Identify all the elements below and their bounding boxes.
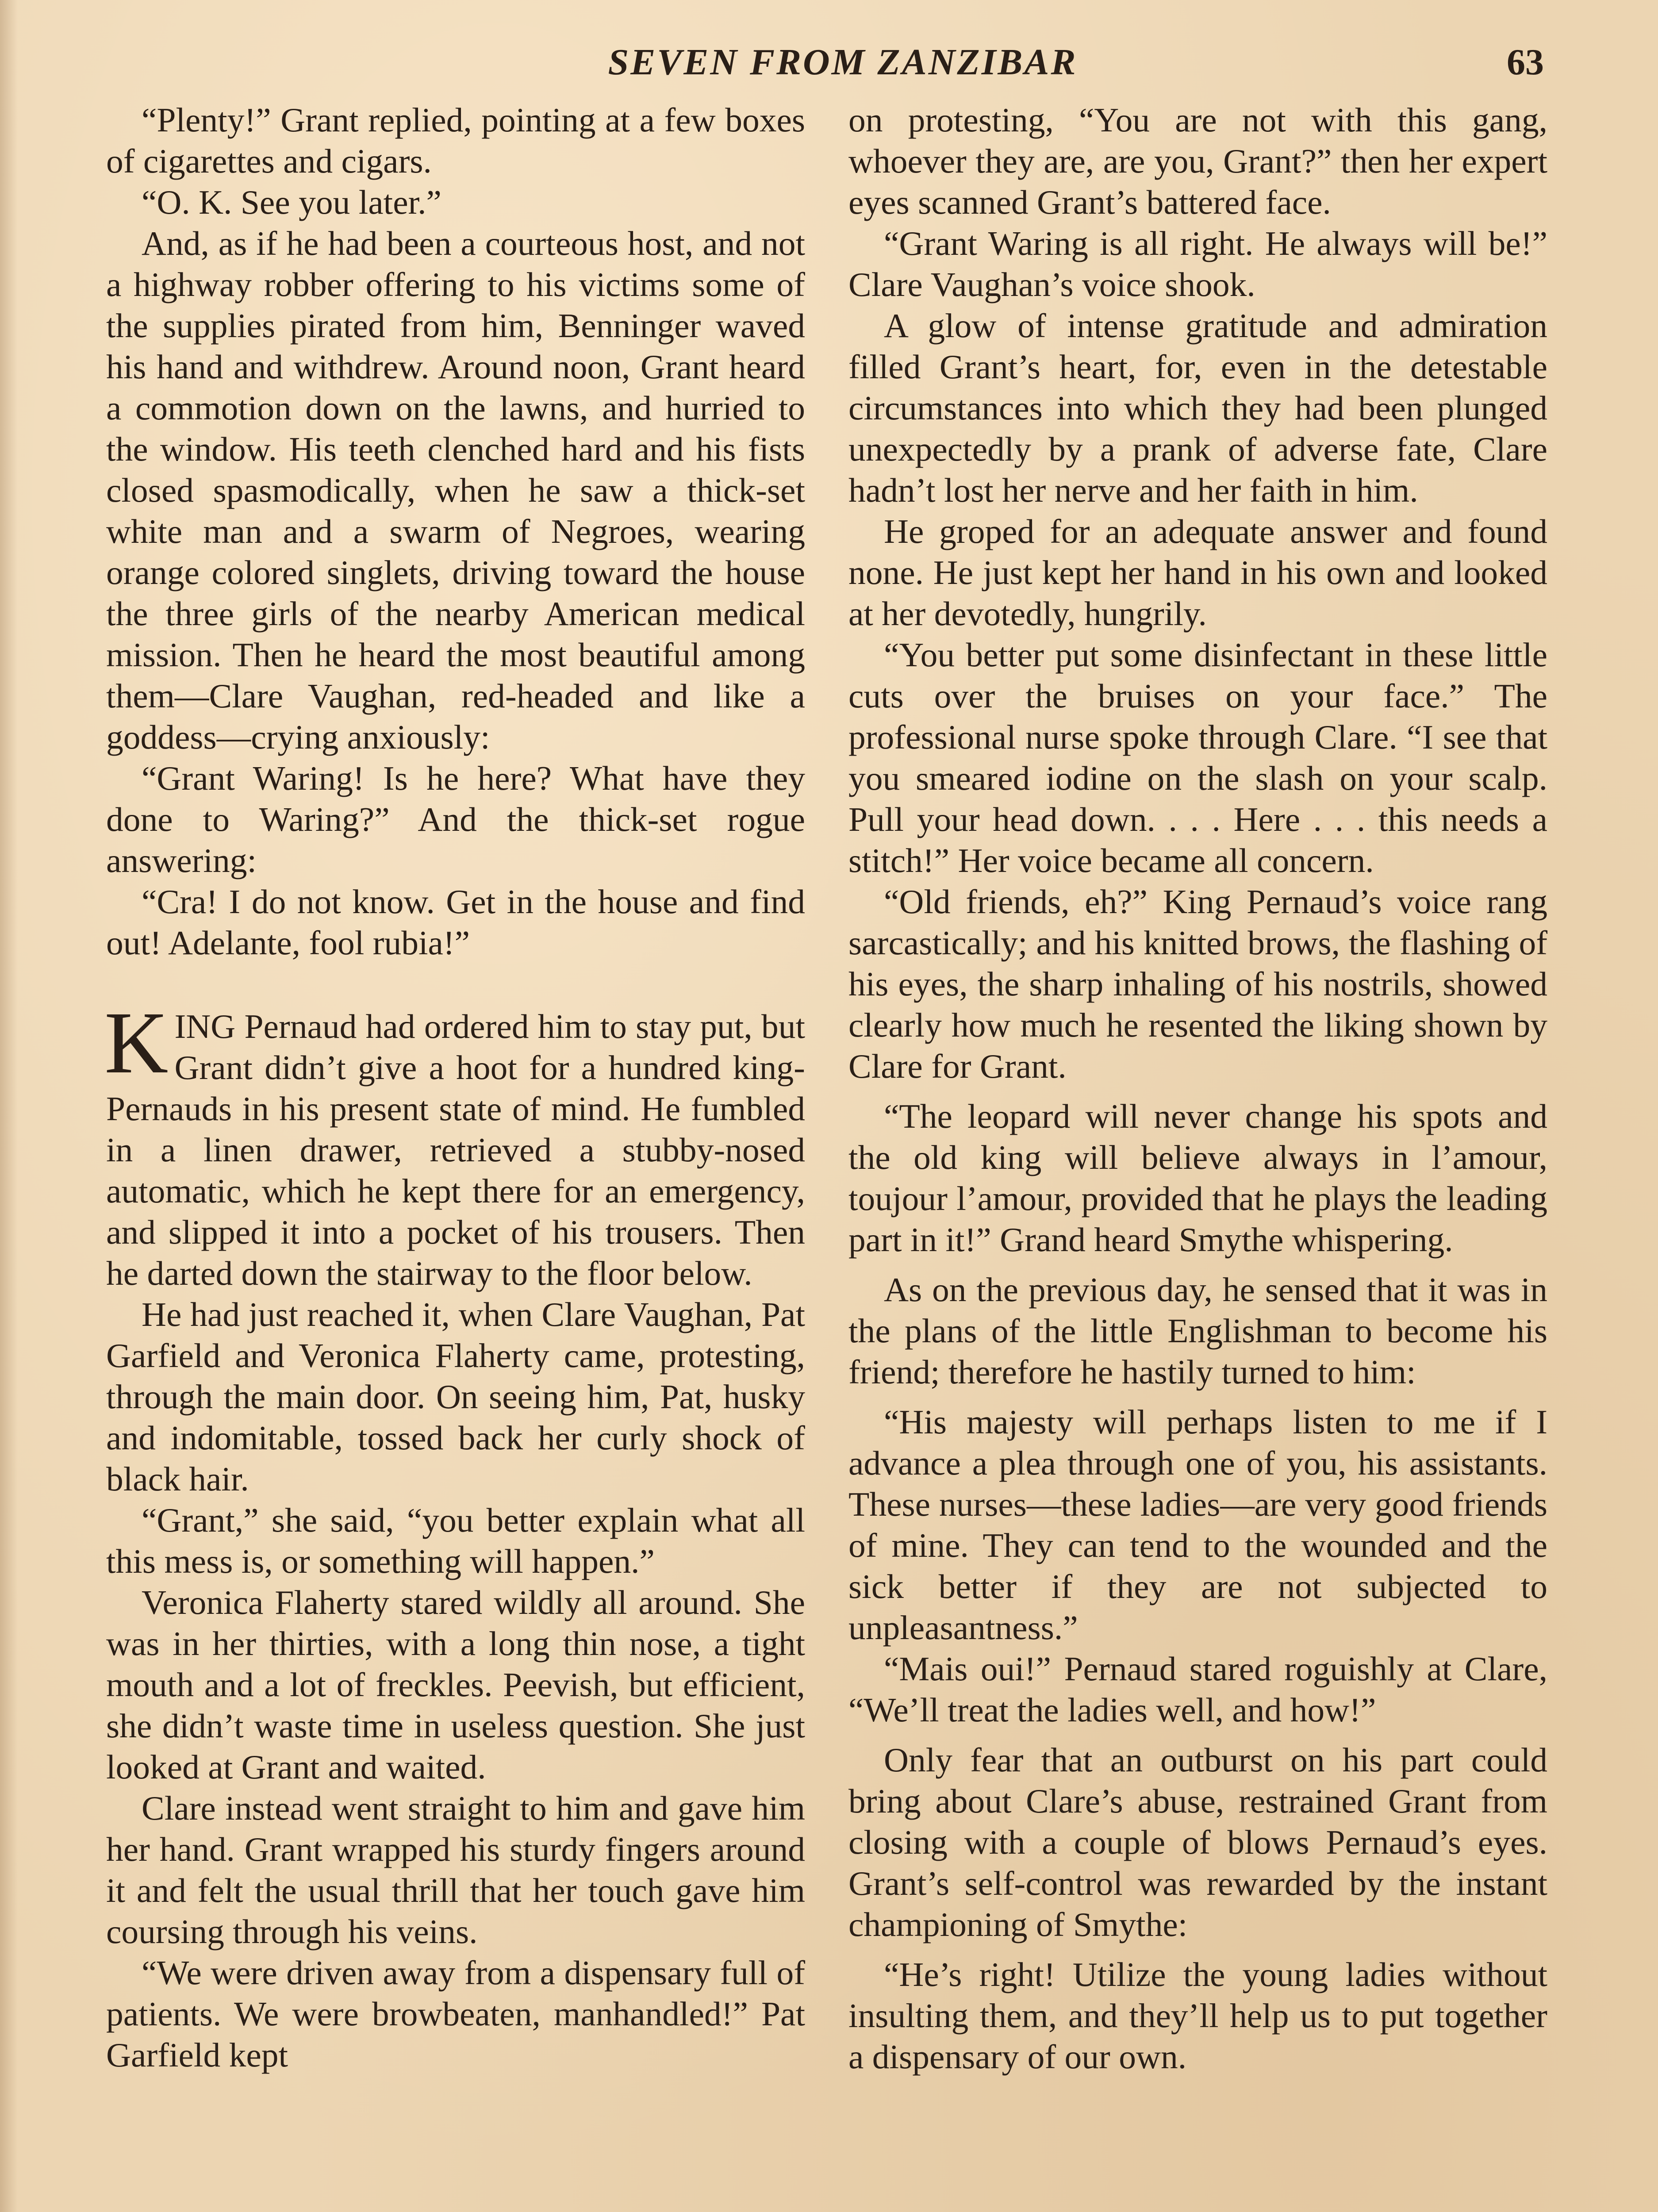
paragraph: A glow of intense gratitude and admiration filled Grant’s heart, for, even in the detestable circumstances into which they had been plunged unexpectedly by a prank of adverse fate, Clare hadn’t lost her nerve and her faith in him. bbox=[848, 307, 1547, 509]
paragraph: Clare instead went straight to him and gave him her hand. Grant wrapped his sturdy fingers around it and felt the usual thrill that her touch gave him coursing through his veins. bbox=[106, 1789, 805, 1951]
paragraph-text: ING Pernaud had ordered him to stay put, but Grant didn’t give a hoot for a hundred king-Pernauds in his present state of mind. He fumbled in a linen drawer, retrieved a stubby-nosed automatic, which he kept there for an emergency, and slipped it into a pocket of his trousers. Then he darted down the stairway to the floor below. bbox=[106, 1007, 805, 1292]
paragraph: “Plenty!” Grant replied, pointing at a few boxes of cigarettes and cigars. bbox=[106, 101, 805, 180]
paragraph: And, as if he had been a courteous host, and not a highway robber offering to his victims some of the supplies pirated from him, Benninger waved his hand and withdrew. Around noon, Grant heard a commotion down on the lawns, and hurried to the window. His teeth clenched hard and his fists closed spasmodically, when he saw a thick-set white man and a swarm of Negroes, wearing orange colored singlets, driving toward the house the three girls of the nearby American medical mission. Then he heard the most beautiful among them—Clare Vaughan, red-headed and like a goddess—crying anxiously: bbox=[106, 224, 805, 756]
paragraph: He had just reached it, when Clare Vaughan, Pat Garfield and Veronica Flaherty came, protesting, through the main door. On seeing him, Pat, husky and indomitable, tossed back her curly shock of black hair. bbox=[106, 1295, 805, 1498]
paragraph: “Mais oui!” Pernaud stared roguishly at Clare, “We’ll treat the ladies well, and how!” bbox=[848, 1650, 1547, 1729]
section-opening-paragraph bbox=[104, 994, 805, 1294]
paragraph: Veronica Flaherty stared wildly all around. She was in her thirties, with a long thin nose, a tight mouth and a lot of freckles. Peevish, but efficient, she didn’t waste time in useless question. She just looked at Grant and waited. bbox=[106, 1583, 805, 1786]
paragraph: Only fear that an outburst on his part could bring about Clare’s abuse, restrained Grant from closing with a couple of blows Pernaud’s eyes. Grant’s self-control was rewarded by the instant championing of Smythe: bbox=[848, 1741, 1547, 1943]
page-number: 63 bbox=[1507, 42, 1544, 83]
paragraph: on protesting, “You are not with this gang, whoever they are, are you, Grant?” then her expert eyes scanned Grant’s battered face. bbox=[848, 101, 1547, 221]
paragraph: “You better put some disinfectant in these little cuts over the bruises on your face.” The professional nurse spoke through Clare. “I see that you smeared iodine on the slash on your scalp. Pull your head down. . . . Here . . . this needs a stitch!” Her voice became all concern. bbox=[848, 636, 1547, 879]
paragraph: “Grant,” she said, “you better explain what all this mess is, or something will happen.” bbox=[106, 1501, 805, 1580]
running-title: SEVEN FROM ZANZIBAR bbox=[608, 42, 1078, 83]
page-header bbox=[106, 32, 1579, 103]
paragraph: “We were driven away from a dispensary full of patients. We were browbeaten, manhandled!” Pat Garfield kept bbox=[106, 1954, 805, 2074]
paragraph: “Grant Waring! Is he here? What have they done to Waring?” And the thick-set rogue answering: bbox=[106, 759, 805, 879]
paragraph: “Cra! I do not know. Get in the house and find out! Adelante, fool rubia!” bbox=[106, 883, 805, 962]
right-column bbox=[848, 100, 1547, 2078]
paragraph: “His majesty will perhaps listen to me if I advance a plea through one of you, his assistants. These nurses—these ladies—are very good friends of mine. They can tend to the wounded and the sick better if they are not subjected to unpleasantness.” bbox=[848, 1403, 1547, 1647]
page-edge-shadow bbox=[0, 0, 18, 2212]
paragraph: “The leopard will never change his spots and the old king will believe always in l’amour, toujour l’amour, provided that he plays the leading part in it!” Grand heard Smythe whispering. bbox=[848, 1097, 1547, 1259]
paragraph: He groped for an adequate answer and found none. He just kept her hand in his own and looked at her devotedly, hungrily. bbox=[848, 512, 1547, 633]
paragraph: “Grant Waring is all right. He always will be!” Clare Vaughan’s voice shook. bbox=[848, 224, 1547, 303]
left-column bbox=[106, 100, 805, 2076]
drop-cap: K bbox=[104, 994, 169, 1092]
paragraph: “He’s right! Utilize the young ladies without insulting them, and they’ll help us to put together a dispensary of our own. bbox=[848, 1955, 1547, 2076]
paragraph: “O. K. See you later.” bbox=[142, 183, 441, 221]
paragraph: “Old friends, eh?” King Pernaud’s voice rang sarcastically; and his knitted brows, the flashing of his eyes, the sharp inhaling of his nostrils, showed clearly how much he resented the liking shown by Clare for Grant. bbox=[848, 883, 1547, 1085]
paragraph: As on the previous day, he sensed that it was in the plans of the little Englishman to become his friend; therefore he hastily turned to him: bbox=[848, 1271, 1547, 1391]
